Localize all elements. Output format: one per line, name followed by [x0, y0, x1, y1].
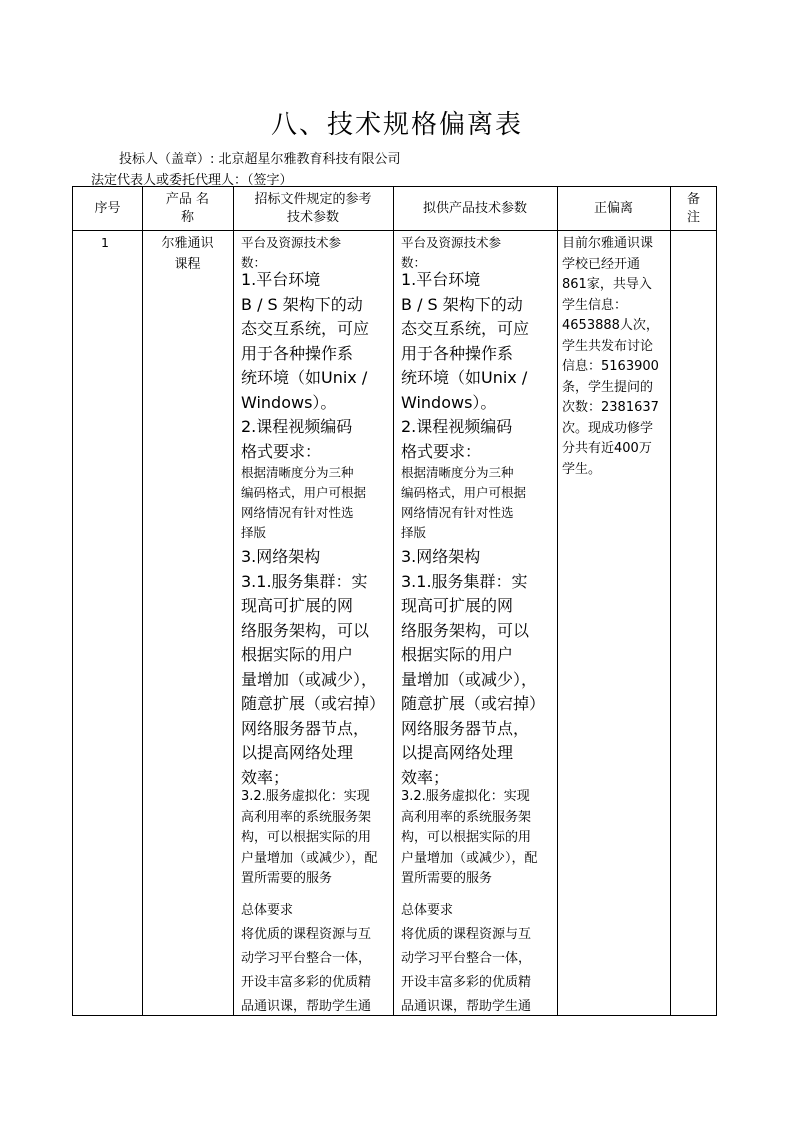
offer-params-section-3: 3.网络架构 3.1.服务集群：实 现高可扩展的网 络服务架构，可以 根据实际的用户 量增加（或减少）， 随意扩展（或宕掉） 网络服务器节点， 以提高网络处理 效率；: [401, 547, 546, 787]
header-offer-params: 拟供产品技术参数: [422, 201, 527, 216]
column-divider: [393, 187, 394, 1015]
representative-line: 法定代表人或委托代理人：（签字）: [91, 173, 293, 188]
bidder-line: 投标人（盖章）: 北京超星尔雅教育科技有限公司: [119, 152, 401, 167]
offer-params-encoding: 根据清晰度分为三种 编码格式，用户可根据 网络情况有针对性选 择版: [401, 465, 527, 540]
header-product-name: 产品 名 称: [165, 192, 210, 225]
header-remark: 备 注: [686, 192, 700, 225]
column-divider: [142, 187, 143, 1015]
header-ref-params: 招标文件规定的参考 技术参数: [254, 192, 372, 225]
header-seq: 序号: [94, 201, 121, 216]
header-deviation: 正偏离: [593, 201, 633, 216]
deviation-table: [72, 186, 717, 1016]
row-seq: 1: [101, 235, 109, 250]
ref-params-encoding: 根据清晰度分为三种 编码格式，用户可根据 网络情况有针对性选 择版: [241, 465, 367, 540]
column-divider: [557, 187, 558, 1015]
row-product-name: 尔雅通识 课程: [161, 236, 214, 272]
ref-params-virtualization: 3.2.服务虚拟化：实现 高利用率的系统服务架 构，可以根据实际的用 户量增加（或减少），配 置所需要的服务: [241, 789, 378, 886]
ref-params-intro: 平台及资源技术参 数：: [241, 235, 342, 270]
offer-params-virtualization: 3.2.服务虚拟化：实现 高利用率的系统服务架 构，可以根据实际的用 户量增加（或减少），配 置所需要的服务: [401, 789, 538, 886]
ref-params-section-1-2: 1.平台环境 B / S 架构下的动 态交互系统，可应 用于各种操作系 统环境（如Unix / Windows）。 2.课程视频编码 格式要求：: [241, 270, 370, 461]
offer-params-intro: 平台及资源技术参 数：: [401, 235, 502, 270]
header-divider: [73, 230, 716, 231]
page-title: 八、技术规格偏离表: [270, 110, 523, 140]
offer-params-section-1-2: 1.平台环境 B / S 架构下的动 态交互系统，可应 用于各种操作系 统环境（如Unix / Windows）。 2.课程视频编码 格式要求：: [401, 270, 530, 461]
ref-params-section-3: 3.网络架构 3.1.服务集群：实 现高可扩展的网 络服务架构，可以 根据实际的用户 量增加（或减少）， 随意扩展（或宕掉） 网络服务器节点， 以提高网络处理 效率；: [241, 547, 386, 787]
row-deviation: 目前尔雅通识课 学校已经开通 861家，共导入 学生信息： 4653888人次， 学生共发布讨论 信息：5163900 条，学生提问的 次数：2381637 次。现成功修学 分共有近400万 学生。: [562, 236, 659, 477]
ref-params-overall: 总体要求 将优质的课程资源与互 动学习平台整合一体， 开设丰富多彩的优质精 品通识课，帮助学生通: [241, 903, 372, 1014]
column-divider: [670, 187, 671, 1015]
offer-params-overall: 总体要求 将优质的课程资源与互 动学习平台整合一体， 开设丰富多彩的优质精 品通识课，帮助学生通: [401, 903, 532, 1014]
column-divider: [233, 187, 234, 1015]
